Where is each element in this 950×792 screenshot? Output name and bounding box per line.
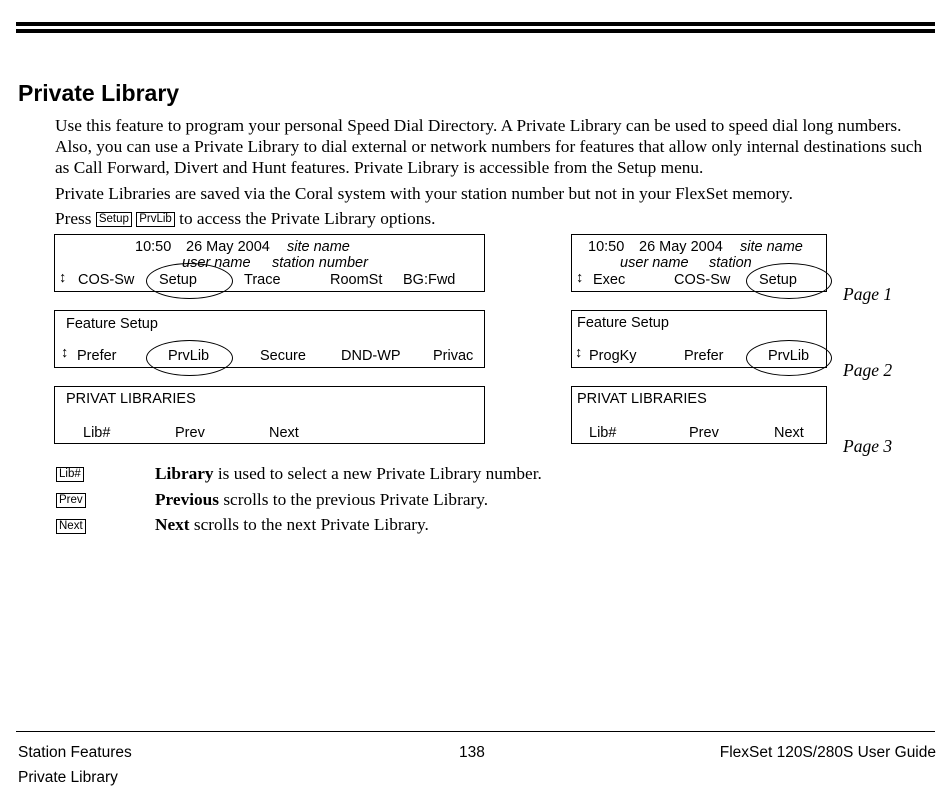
def-desc-library: is used to select a new Private Library number. bbox=[213, 464, 542, 483]
def-key-lib: Lib# bbox=[56, 467, 84, 482]
section-title: Private Library bbox=[18, 80, 180, 106]
page-label-1: Page 1 bbox=[843, 284, 893, 304]
page-label-2: Page 2 bbox=[843, 360, 893, 380]
footer-page-number: 138 bbox=[459, 744, 485, 761]
left-s3-title: PRIVAT LIBRARIES bbox=[66, 391, 196, 407]
right-s1-station: station bbox=[709, 255, 752, 271]
right-s1-time: 10:50 bbox=[588, 239, 625, 255]
right-s1-scroll-arrow: ↕ bbox=[576, 270, 584, 286]
prvlib-key: PrvLib bbox=[136, 212, 175, 227]
right-display-private-libraries bbox=[571, 386, 827, 444]
def-key-next: Next bbox=[56, 519, 86, 534]
left-s2-scroll-arrow: ↕ bbox=[61, 345, 69, 361]
left-s1-station: station number bbox=[272, 255, 368, 271]
right-s3-softkey-next[interactable]: Next bbox=[774, 425, 804, 441]
left-s2-title: Feature Setup bbox=[66, 316, 158, 332]
press-text: Press bbox=[55, 209, 92, 228]
def-text-library bbox=[155, 464, 542, 484]
right-s3-softkey-lib[interactable]: Lib# bbox=[589, 425, 617, 441]
def-key-prev: Prev bbox=[56, 493, 86, 508]
right-s2-softkey-progky[interactable]: ProgKy bbox=[589, 348, 637, 364]
right-s1-softkey-exec[interactable]: Exec bbox=[593, 272, 626, 288]
left-s1-scroll-arrow: ↕ bbox=[59, 270, 67, 286]
press-suffix-text: to access the Private Library options. bbox=[179, 209, 436, 228]
right-s3-softkey-prev[interactable]: Prev bbox=[689, 425, 719, 441]
left-s2-softkey-prefer[interactable]: Prefer bbox=[77, 348, 117, 364]
right-s1-softkey-setup[interactable]: Setup bbox=[759, 272, 797, 288]
right-s2-title: Feature Setup bbox=[577, 315, 669, 331]
right-s1-site: site name bbox=[740, 239, 803, 255]
left-s2-softkey-prvlib[interactable]: PrvLib bbox=[168, 348, 210, 364]
right-s2-scroll-arrow: ↕ bbox=[575, 345, 583, 361]
header-rule-bottom bbox=[16, 29, 935, 33]
left-s3-softkey-lib[interactable]: Lib# bbox=[83, 425, 111, 441]
def-text-next bbox=[155, 515, 429, 535]
footer-subsection: Private Library bbox=[18, 769, 118, 786]
left-s3-softkey-prev[interactable]: Prev bbox=[175, 425, 205, 441]
def-term-previous: Previous bbox=[155, 490, 220, 509]
header-rule-top bbox=[16, 22, 935, 26]
left-s1-softkey-setup[interactable]: Setup bbox=[159, 272, 197, 288]
right-display-feature-setup bbox=[571, 310, 827, 368]
left-s2-softkey-dnd-wp[interactable]: DND-WP bbox=[341, 348, 401, 364]
def-term-library: Library bbox=[155, 464, 214, 483]
right-display-idle bbox=[571, 234, 827, 292]
intro-paragraph-3 bbox=[55, 208, 925, 229]
footer-rule bbox=[16, 731, 935, 732]
def-desc-previous: scrolls to the previous Private Library. bbox=[219, 490, 489, 509]
right-s1-date: 26 May 2004 bbox=[639, 239, 723, 255]
left-s3-softkey-next[interactable]: Next bbox=[269, 425, 299, 441]
left-s1-softkey-cos-sw[interactable]: COS-Sw bbox=[78, 272, 135, 288]
footer-section: Station Features bbox=[18, 744, 132, 761]
footer-guide-title: FlexSet 120S/280S User Guide bbox=[719, 744, 936, 761]
left-s1-softkey-bgfwd[interactable]: BG:Fwd bbox=[403, 272, 456, 288]
left-display-private-libraries bbox=[54, 386, 485, 444]
left-display-feature-setup bbox=[54, 310, 485, 368]
left-s1-softkey-roomst[interactable]: RoomSt bbox=[330, 272, 383, 288]
left-s1-softkey-trace[interactable]: Trace bbox=[244, 272, 281, 288]
right-s1-softkey-cos-sw[interactable]: COS-Sw bbox=[674, 272, 731, 288]
page-label-3: Page 3 bbox=[843, 436, 893, 456]
def-desc-next: scrolls to the next Private Library. bbox=[189, 515, 429, 534]
intro-paragraph-1: Use this feature to program your personal Speed Dial Directory. A Private Library can be used to speed dial long numbers. Also, you can use a Private Library to dial external or network numbers for features that allow only internal destinations such as Call Forward, Divert and Hunt features. Private Library is accessible from the Setup menu. bbox=[55, 116, 923, 177]
setup-key: Setup bbox=[96, 212, 132, 227]
right-s2-softkey-prefer[interactable]: Prefer bbox=[684, 348, 724, 364]
left-s1-date: 26 May 2004 bbox=[186, 239, 270, 255]
right-s1-user: user name bbox=[620, 255, 689, 271]
left-s2-softkey-secure[interactable]: Secure bbox=[260, 348, 306, 364]
def-term-next: Next bbox=[155, 515, 190, 534]
right-s3-title: PRIVAT LIBRARIES bbox=[577, 391, 707, 407]
left-s1-user: user name bbox=[182, 255, 251, 271]
left-s1-time: 10:50 bbox=[135, 239, 172, 255]
left-s2-softkey-privac[interactable]: Privac bbox=[433, 348, 474, 364]
def-text-previous bbox=[155, 490, 488, 510]
left-s1-site: site name bbox=[287, 239, 350, 255]
right-s2-softkey-prvlib[interactable]: PrvLib bbox=[768, 348, 810, 364]
left-display-idle bbox=[54, 234, 485, 292]
intro-paragraph-2: Private Libraries are saved via the Coral system with your station number but not in your FlexSet memory. bbox=[55, 184, 793, 203]
